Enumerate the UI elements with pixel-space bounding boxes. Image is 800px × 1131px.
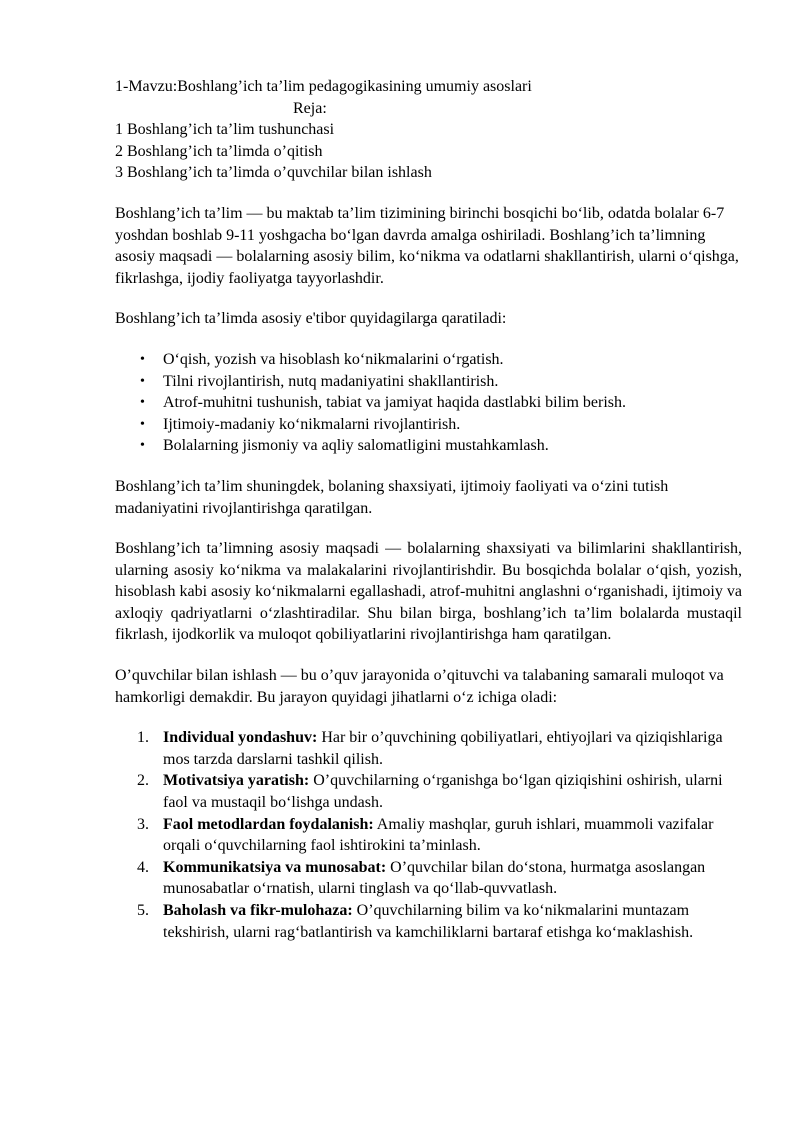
- list-item: [140, 435, 742, 457]
- plan-item: 1 Boshlang’ich ta’lim tushunchasi: [115, 121, 335, 139]
- plan-item: 3 Boshlang’ich ta’limda o’quvchilar bilan ishlash: [115, 164, 432, 182]
- plan-item: 2 Boshlang’ich ta’limda o’qitish: [115, 142, 323, 160]
- bullet-icon: •: [140, 416, 145, 432]
- list-item-text: Tilni rivojlantirish, nutq madaniyatini shakllantirish.: [163, 372, 499, 390]
- plan-list: [115, 119, 742, 184]
- list-item: [137, 770, 742, 813]
- list-item: [137, 814, 742, 857]
- intro-paragraph: Boshlang’ich ta’lim — bu maktab ta’lim tizimining birinchi bosqichi bo‘lib, odatda bolalar 6-7 yoshdan boshlab 9-11 yoshgacha bo‘lgan davrda amalga oshiriladi. Boshlang’ich ta’limning asosiy maqsadi — bolalarning asosiy bilim, ko‘nikma va odatlarni shakllantirish, ularni o‘qishga, fikrlashga, ijodiy faoliyatga tayyorlashdir.: [115, 204, 739, 287]
- paragraph-oquvchilar: O’quvchilar bilan ishlash — bu o’quv jarayonida o’qituvchi va talabaning samarali muloqot va hamkorligi demakdir. Bu jarayon quyidagi jihatlarni o‘z ichiga oladi:: [115, 667, 724, 706]
- list-item: [140, 371, 742, 393]
- list-item-text: O’quvchilarning o‘rganishga bo‘lgan qiziqishini oshirish, ularni faol va mustaqil bo‘lishga undash.: [163, 772, 723, 812]
- paragraph-asosiy-maqsad: Boshlang’ich ta’limning asosiy maqsadi — bolalarning shaxsiyati va bilimlarini shakllantirish, ularning asosiy ko‘nikma va malakalarini rivojlantirishdir. Bu bosqichda bolalar o‘qish, yozish, hisoblash kabi asosiy ko‘nikmalarni egallashadi, atrof-muhitni anglashni o‘rganishadi, ijtimoiy va axloqiy qadriyatlarni o‘zlashtiradilar. Shu bilan birga, boshlang’ich ta’lim bolalarda mustaqil fikrlash, ijodkorlik va muloqot qobiliyatlarini rivojlantirishga ham qaratilgan.: [115, 540, 742, 644]
- bullet-icon: •: [140, 395, 145, 411]
- list-item-term: Kommunikatsiya va munosabat:: [163, 858, 387, 876]
- list-item-term: Baholash va fikr-mulohaza:: [163, 902, 353, 919]
- paragraph-shaxsiyat: Boshlang’ich ta’lim shuningdek, bolaning shaxsiyati, ijtimoiy faoliyati va o‘zini tutish madaniyatini rivojlantirishga qaratilgan.: [115, 477, 669, 517]
- list-item-text: Ijtimoiy-madaniy ko‘nikmalarni rivojlantirish.: [163, 415, 461, 433]
- list-item: [140, 392, 742, 414]
- plan-heading: Reja:: [293, 99, 327, 117]
- list-item: [137, 857, 742, 900]
- bullet-icon: •: [140, 438, 145, 454]
- list-item: [137, 900, 742, 943]
- focus-intro: Boshlang’ich ta’limda asosiy e'tibor quyidagilarga qaratiladi:: [115, 310, 507, 328]
- aspects-list: [115, 727, 742, 943]
- list-item-term: Individual yondashuv:: [163, 729, 318, 747]
- list-item-text: Bolalarning jismoniy va aqliy salomatligini mustahkamlash.: [163, 437, 549, 455]
- list-number: 2.: [137, 772, 149, 790]
- list-item-text: Atrof-muhitni tushunish, tabiat va jamiyat haqida dastlabki bilim berish.: [163, 394, 627, 412]
- list-item: [137, 727, 742, 770]
- list-number: 1.: [137, 729, 149, 747]
- bullet-icon: •: [140, 373, 145, 389]
- document-page: [115, 76, 742, 943]
- list-item-text: O‘qish, yozish va hisoblash ko‘nikmalarini o‘rgatish.: [163, 350, 504, 368]
- list-item-text: Amaliy mashqlar, guruh ishlari, muammoli vazifalar orqali o‘quvchilarning faol ishtirokini ta’minlash.: [163, 815, 714, 855]
- list-item-text: Har bir o’quvchining qobiliyatlari, ehtiyojlari va qiziqishlariga mos tarzda darslarni tashkil qilish.: [163, 729, 723, 768]
- list-number: 5.: [137, 902, 149, 919]
- bullet-icon: •: [140, 351, 145, 367]
- list-number: 3.: [137, 815, 149, 833]
- list-item-text: O’quvchilarning bilim va ko‘nikmalarini muntazam tekshirish, ularni rag‘batlantirish va kamchiliklarni bartaraf etishga ko‘maklashish.: [163, 902, 694, 941]
- list-item: [140, 414, 742, 436]
- list-number: 4.: [137, 858, 149, 876]
- list-item: [140, 349, 742, 371]
- list-item-term: Motivatsiya yaratish:: [163, 772, 310, 790]
- list-item-term: Faol metodlardan foydalanish:: [163, 815, 374, 833]
- list-item-text: O’quvchilar bilan do‘stona, hurmatga asoslangan munosabatlar o‘rnatish, ularni tinglash va qo‘llab-quvvatlash.: [163, 858, 706, 898]
- document-title: 1-Mavzu:Boshlang’ich ta’lim pedagogikasining umumiy asoslari: [115, 78, 532, 95]
- focus-list: [115, 349, 742, 457]
